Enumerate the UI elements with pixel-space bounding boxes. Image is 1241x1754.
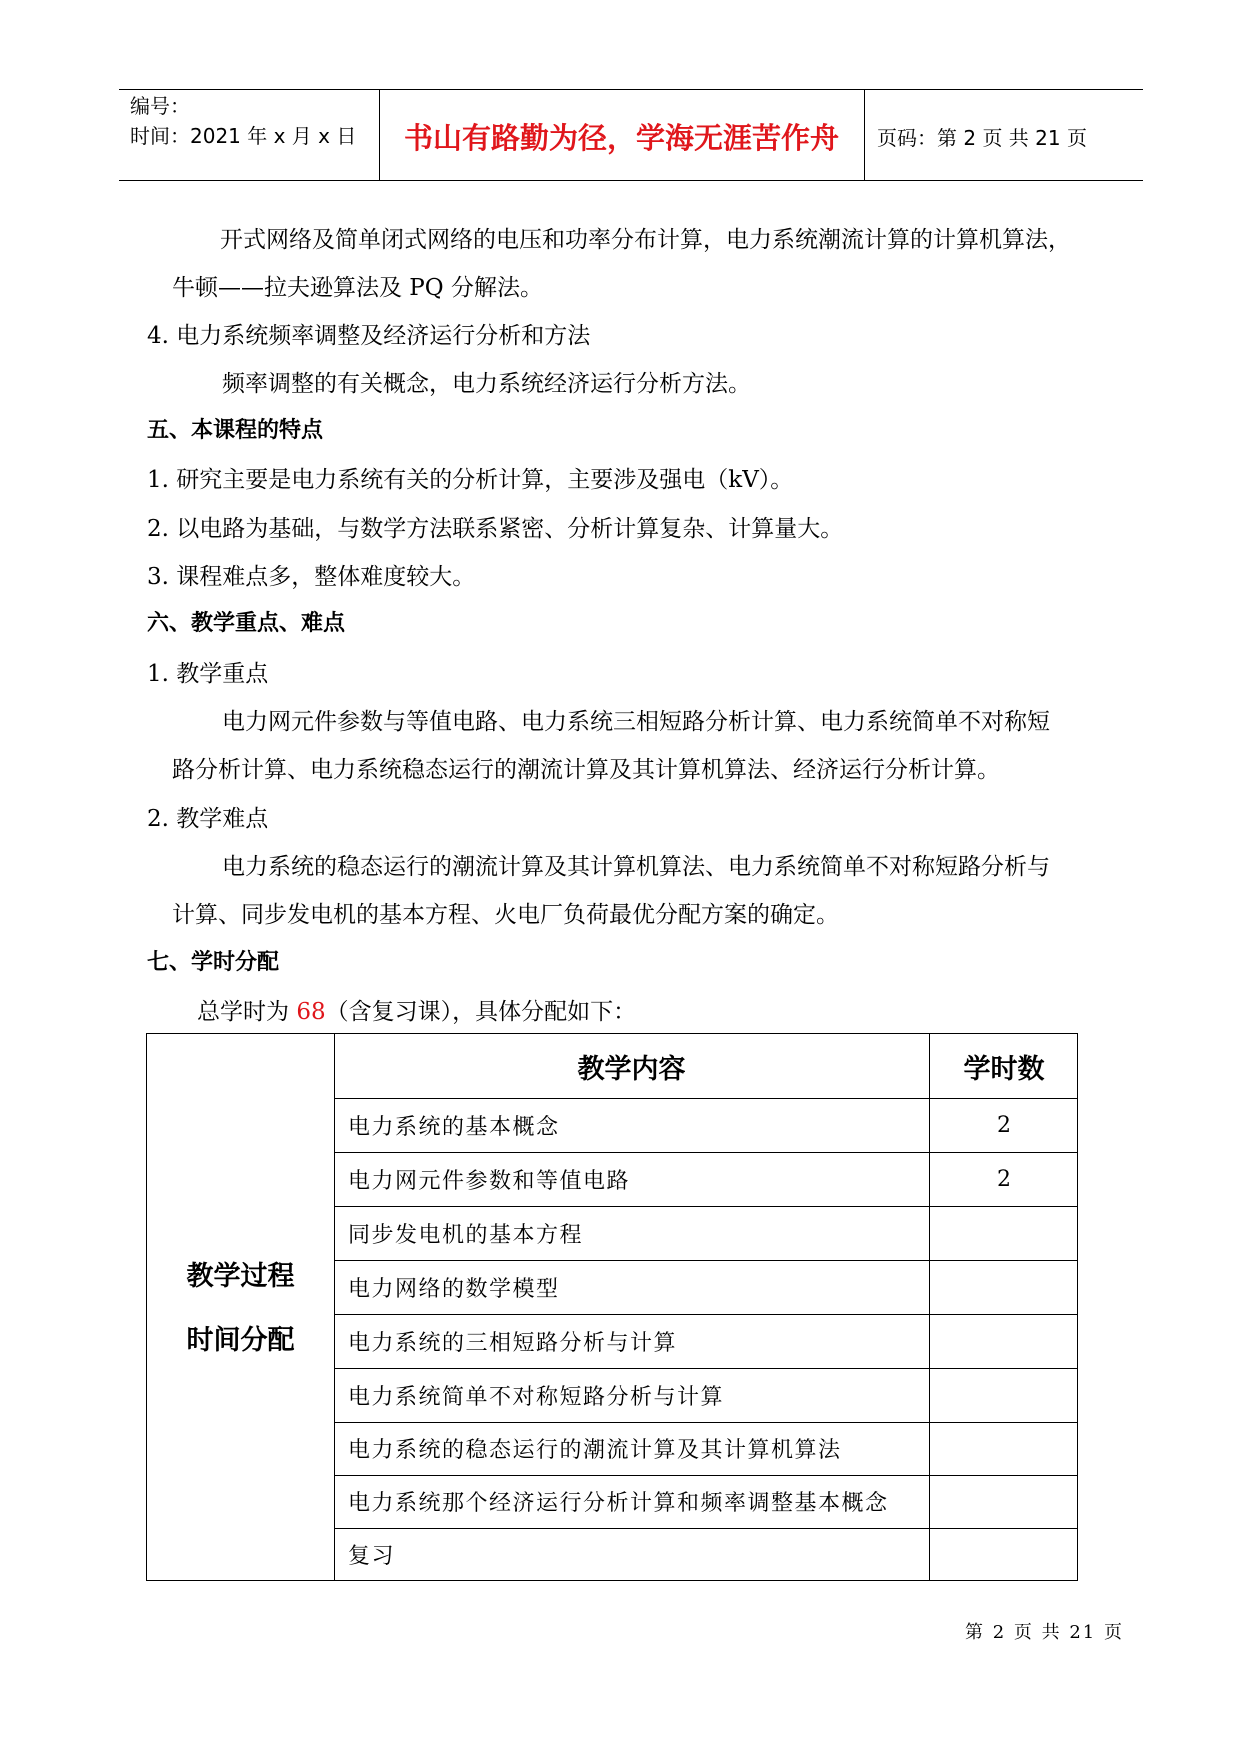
table-cell-content: 电力系统的基本概念 — [348, 1114, 560, 1140]
column-header-hours: 学时数 — [963, 1053, 1045, 1085]
header-motto: 书山有路勤为径，学海无涯苦作舟 — [403, 120, 839, 155]
table-cell-content: 电力系统那个经济运行分析计算和频率调整基本概念 — [348, 1491, 889, 1516]
list-item: 3. 课程难点多，整体难度较大。 — [147, 564, 476, 590]
paragraph-line: 电力系统的稳态运行的潮流计算及其计算机算法、电力系统简单不对称短路分析与 — [222, 854, 1050, 880]
table-cell-hours — [929, 1528, 1079, 1581]
list-item-title: 4. 电力系统频率调整及经济运行分析和方法 — [147, 323, 591, 349]
page-footer: 第 2 页 共 21 页 — [965, 1622, 1124, 1643]
table-cell-content: 同步发电机的基本方程 — [348, 1222, 584, 1248]
table-cell-hours: 2 — [997, 1166, 1011, 1192]
header-page-info: 页码：第 2 页 共 21 页 — [877, 125, 1087, 150]
row-label-line: 教学过程 — [186, 1261, 295, 1292]
paragraph-line: 计算、同步发电机的基本方程、火电厂负荷最优分配方案的确定。 — [172, 902, 839, 928]
serial-label: 编号： — [130, 94, 190, 118]
column-header-content: 教学内容 — [577, 1053, 686, 1085]
table-cell-hours — [929, 1475, 1079, 1528]
total-suffix: （含复习课），具体分配如下： — [325, 999, 637, 1025]
time-label: 时间：2021 年 x 月 x 日 — [130, 124, 357, 148]
table-divider — [334, 1034, 335, 1580]
total-prefix: 总学时为 — [197, 999, 297, 1025]
paragraph-line: 牛顿——拉夫逊算法及 PQ 分解法。 — [172, 275, 543, 301]
section-heading: 五、本课程的特点 — [147, 418, 324, 443]
paragraph-line: 开式网络及简单闭式网络的电压和功率分布计算，电力系统潮流计算的计算机算法， — [220, 227, 1071, 253]
table-cell-hours — [929, 1314, 1079, 1368]
table-cell-hours — [929, 1260, 1079, 1314]
list-item-title: 2. 教学难点 — [147, 806, 269, 832]
header-divider — [864, 90, 865, 180]
hours-table — [146, 1033, 1078, 1581]
row-label-line: 时间分配 — [186, 1325, 295, 1356]
page-header — [119, 89, 1143, 181]
list-item: 1. 研究主要是电力系统有关的分析计算，主要涉及强电（kV）。 — [147, 467, 794, 493]
table-row-label — [147, 1254, 334, 1357]
table-cell-content: 电力网络的数学模型 — [348, 1276, 560, 1302]
list-item: 2. 以电路为基础，与数学方法联系紧密、分析计算复杂、计算量大。 — [147, 516, 844, 542]
paragraph-line: 频率调整的有关概念，电力系统经济运行分析方法。 — [222, 371, 751, 397]
list-item-title: 1. 教学重点 — [147, 661, 269, 687]
table-cell-hours — [929, 1206, 1079, 1260]
paragraph-line: 路分析计算、电力系统稳态运行的潮流计算及其计算机算法、经济运行分析计算。 — [172, 757, 1000, 783]
table-cell-hours — [929, 1368, 1079, 1422]
paragraph-line: 电力网元件参数与等值电路、电力系统三相短路分析计算、电力系统简单不对称短 — [222, 709, 1050, 735]
table-cell-hours — [929, 1422, 1079, 1475]
total-hours-value: 68 — [296, 999, 326, 1025]
header-left — [130, 91, 356, 151]
table-cell-content: 电力系统的三相短路分析与计算 — [348, 1330, 678, 1356]
section-heading: 七、学时分配 — [147, 950, 280, 975]
table-cell-content: 电力系统的稳态运行的潮流计算及其计算机算法 — [348, 1438, 842, 1463]
table-cell-content: 电力系统简单不对称短路分析与计算 — [348, 1384, 725, 1410]
table-cell-content: 电力网元件参数和等值电路 — [348, 1168, 631, 1194]
table-cell-hours: 2 — [997, 1112, 1011, 1138]
section-heading: 六、教学重点、难点 — [147, 611, 346, 636]
total-hours-line — [197, 993, 636, 1026]
table-cell-content: 复习 — [348, 1544, 396, 1569]
